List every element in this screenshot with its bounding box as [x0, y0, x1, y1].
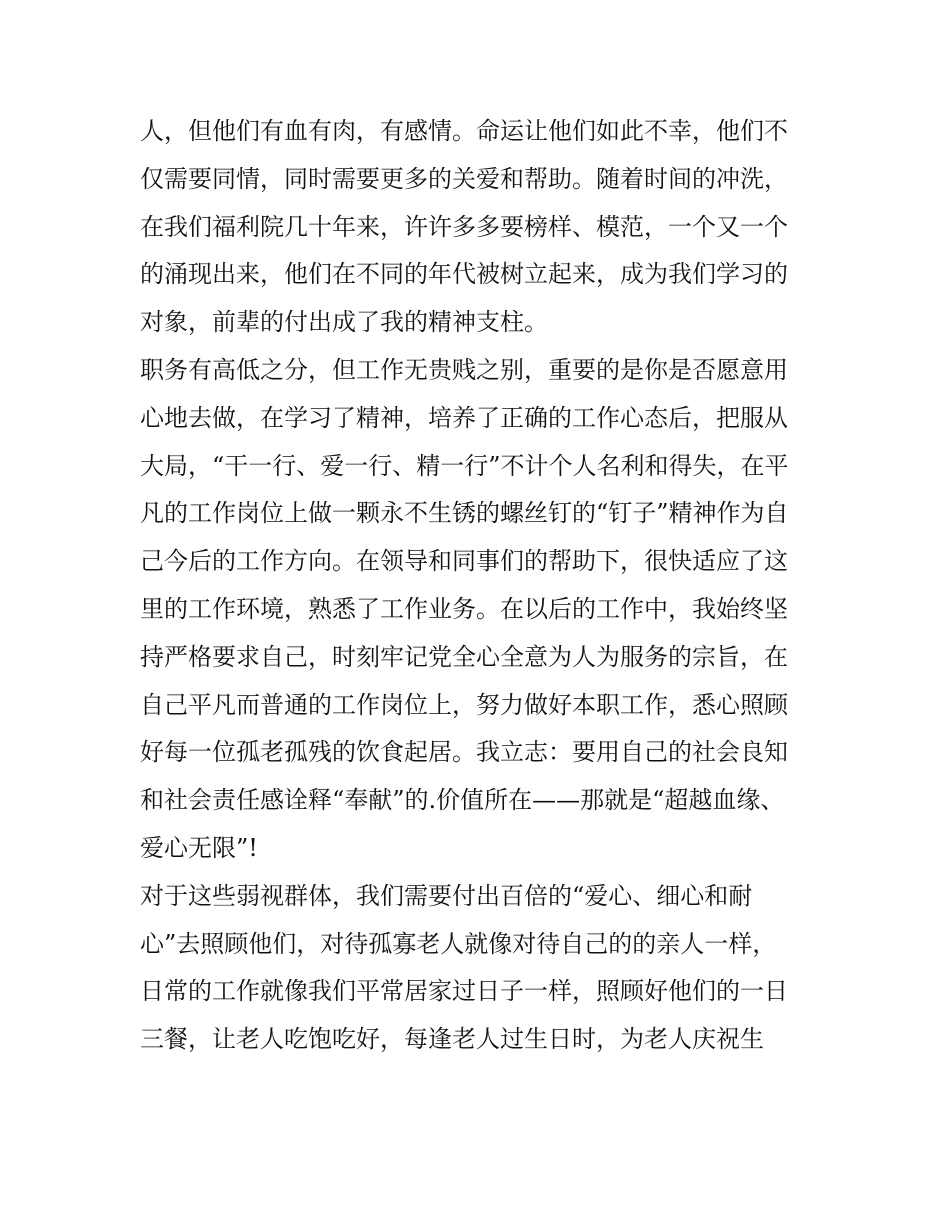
- text-line: 和社会责任感诠释“奉献”的.价值所在——那就是“超越血缘、: [140, 786, 785, 815]
- text-line: 里的工作环境，熟悉了工作业务。在以后的工作中，我始终坚: [140, 594, 788, 623]
- text-line: 对象，前辈的付出成了我的精神支柱。: [140, 308, 548, 337]
- text-line: 对于这些弱视群体，我们需要付出百倍的“爱心、细心和耐: [140, 881, 753, 910]
- text-line: 人，但他们有血有肉，有感情。命运让他们如此不幸，他们不: [140, 117, 788, 145]
- text-line: 心”去照顾他们，对待孤寡老人就像对待自己的的亲人一样，: [140, 929, 777, 958]
- text-line: 持严格要求自己，时刻牢记党全心全意为人为服务的宗旨，在: [140, 642, 788, 671]
- text-line: 日常的工作就像我们平常居家过日子一样，照顾好他们的一日: [140, 977, 788, 1006]
- text-line: 大局，“干一行、爱一行、精一行”不计个人名利和得失，在平: [140, 451, 789, 480]
- text-line: 在我们福利院几十年来，许许多多要榜样、模范，一个又一个: [140, 212, 788, 241]
- text-line: 的涌现出来，他们在不同的年代被树立起来，成为我们学习的: [140, 260, 788, 289]
- text-line: 凡的工作岗位上做一颗永不生锈的螺丝钉的“钉子”精神作为自: [140, 499, 789, 528]
- text-line: 职务有高低之分，但工作无贵贱之别，重要的是你是否愿意用: [140, 355, 788, 384]
- text-line: 好每一位孤老孤残的饮食起居。我立志：要用自己的社会良知: [140, 738, 788, 767]
- text-line: 心地去做，在学习了精神，培养了正确的工作心态后，把服从: [140, 403, 788, 432]
- text-line: 爱心无限”!: [140, 833, 258, 862]
- text-line: 三餐，让老人吃饱吃好，每逢老人过生日时，为老人庆祝生: [140, 1025, 764, 1054]
- text-line: 自己平凡而普通的工作岗位上，努力做好本职工作，悉心照顾: [140, 690, 788, 719]
- text-line: 仅需要同情，同时需要更多的关爱和帮助。随着时间的冲洗，: [140, 164, 788, 193]
- text-line: 己今后的工作方向。在领导和同事们的帮助下，很快适应了这: [140, 547, 788, 576]
- document-body: [140, 108, 820, 1064]
